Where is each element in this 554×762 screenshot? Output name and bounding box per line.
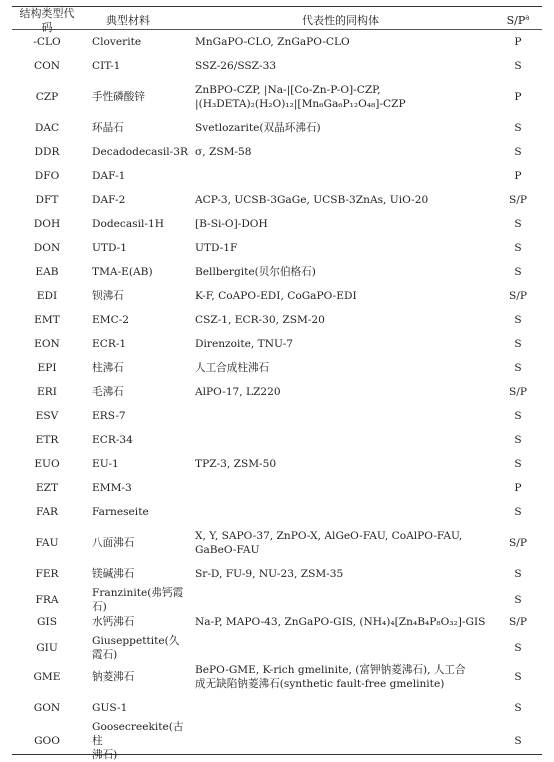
- table-row: [12, 452, 542, 476]
- table-row: [12, 476, 542, 500]
- table-row: [12, 260, 542, 284]
- cell-code: ERI: [37, 386, 57, 398]
- cell-sp: P: [514, 170, 522, 182]
- cell-sp: S: [514, 338, 522, 350]
- table-row: [12, 188, 542, 212]
- cell-isotypes: AlPO-17, LZ220: [195, 386, 281, 398]
- cell-isotypes: Svetlozarite(双晶环沸石): [195, 122, 321, 134]
- cell-code: EZT: [35, 482, 59, 494]
- cell-material: 钡沸石: [92, 290, 124, 302]
- cell-code: ESV: [35, 410, 59, 422]
- table-row: [12, 356, 542, 380]
- cell-code: EON: [34, 338, 60, 350]
- cell-sp: S/P: [509, 616, 527, 628]
- data-table: [12, 6, 542, 761]
- cell-sp: S: [514, 594, 522, 606]
- cell-material: 柱沸石: [92, 362, 124, 374]
- table-row: [12, 404, 542, 428]
- cell-material: 毛沸石: [92, 386, 124, 398]
- table-row: [12, 284, 542, 308]
- cell-sp: S: [514, 735, 522, 747]
- cell-material: DAF-1: [92, 170, 126, 182]
- cell-isotypes: ZnBPO-CZP, |Na-|[Co-Zn-P-O]-CZP, |(H₃DETA)₂(H₂O)₁₂|[Mn₆Ga₆P₁₂O₄₈]-CZP: [195, 84, 406, 110]
- cell-isotypes: Bellbergite(贝尔伯格石): [195, 266, 316, 278]
- table-header: [12, 7, 542, 34]
- cell-sp: S/P: [509, 194, 527, 206]
- cell-code: FAU: [35, 537, 59, 549]
- cell-isotypes: TPZ-3, ZSM-50: [195, 458, 277, 470]
- cell-sp: S: [514, 242, 522, 254]
- table-row: [12, 720, 542, 761]
- cell-material: Farneseite: [92, 506, 149, 518]
- cell-code: CON: [33, 60, 61, 72]
- table-body: [12, 30, 542, 761]
- cell-material: EMC-2: [92, 314, 130, 326]
- cell-sp: P: [514, 482, 522, 494]
- cell-isotypes: 人工合成柱沸石: [195, 362, 270, 374]
- cell-code: GON: [33, 702, 61, 714]
- table-row: [12, 308, 542, 332]
- table-row: [12, 212, 542, 236]
- table-row: [12, 332, 542, 356]
- cell-isotypes: CSZ-1, ECR-30, ZSM-20: [195, 314, 325, 326]
- table-row: [12, 30, 542, 54]
- cell-isotypes: BePO-GME, K-rich gmelinite, (富钾钠菱沸石), 人工合 成无缺陷钠菱沸石(synthetic fault-free gmelinite): [195, 664, 466, 690]
- cell-code: GME: [33, 671, 61, 683]
- cell-sp: S: [514, 434, 522, 446]
- cell-sp: S/P: [509, 290, 527, 302]
- header-sp: $S/P^a$: [506, 13, 530, 27]
- cell-sp: S: [514, 506, 522, 518]
- table-row: [12, 380, 542, 404]
- cell-code: CZP: [35, 91, 59, 103]
- cell-sp: S: [514, 362, 522, 374]
- cell-code: DON: [33, 242, 61, 254]
- cell-code: DFT: [35, 194, 59, 206]
- cell-sp: S: [514, 266, 522, 278]
- cell-material: CIT-1: [92, 60, 121, 72]
- table-row: [12, 634, 542, 661]
- cell-sp: S: [514, 122, 522, 134]
- table-row: [12, 116, 542, 140]
- cell-code: EMT: [34, 314, 60, 326]
- cell-sp: S/P: [509, 537, 527, 549]
- table-row: [12, 658, 542, 696]
- cell-sp: P: [514, 91, 522, 103]
- table-row: [12, 428, 542, 452]
- cell-sp: S: [514, 60, 522, 72]
- table-row: [12, 586, 542, 613]
- cell-material: Franzinite(弗钙霞石): [92, 587, 184, 613]
- cell-material: Goosecreekite(古柱 沸石): [92, 721, 184, 761]
- cell-code: FRA: [35, 594, 59, 606]
- cell-sp: S: [514, 671, 522, 683]
- table-row: [12, 54, 542, 78]
- cell-isotypes: σ, ZSM-58: [195, 146, 252, 158]
- cell-sp: S: [514, 642, 522, 654]
- cell-sp: S: [514, 568, 522, 580]
- cell-sp: S/P: [509, 386, 527, 398]
- cell-material: 镁碱沸石: [92, 568, 135, 580]
- cell-code: DFO: [34, 170, 60, 182]
- cell-material: 水钙沸石: [92, 616, 135, 628]
- cell-material: EU-1: [92, 458, 119, 470]
- cell-isotypes: [B-Si-O]-DOH: [195, 218, 268, 230]
- cell-material: ECR-1: [92, 338, 127, 350]
- cell-isotypes: UTD-1F: [195, 242, 238, 254]
- cell-isotypes: ACP-3, UCSB-3GaGe, UCSB-3ZnAs, UiO-20: [195, 194, 429, 206]
- cell-material: 手性磷酸锌: [92, 91, 145, 103]
- table-row: [12, 140, 542, 164]
- cell-material: 环晶石: [92, 122, 124, 134]
- table-row: [12, 78, 542, 116]
- cell-sp: S: [514, 314, 522, 326]
- cell-sp: S: [514, 218, 522, 230]
- cell-code: DOH: [33, 218, 61, 230]
- table-row: [12, 164, 542, 188]
- cell-code: GIS: [37, 616, 57, 628]
- cell-sp: S: [514, 702, 522, 714]
- cell-code: -CLO: [33, 36, 61, 48]
- cell-isotypes: K-F, CoAPO-EDI, CoGaPO-EDI: [195, 290, 357, 302]
- cell-code: GIU: [36, 642, 58, 654]
- cell-material: GUS-1: [92, 702, 128, 714]
- header-material: 典型材料: [106, 14, 150, 27]
- cell-material: Decadodecasil-3R: [92, 146, 188, 158]
- table-row: [12, 562, 542, 586]
- header-isotypes: 代表性的同构体: [302, 14, 379, 27]
- cell-sp: S: [514, 146, 522, 158]
- table-row: [12, 524, 542, 562]
- cell-isotypes: Sr-D, FU-9, NU-23, ZSM-35: [195, 568, 344, 580]
- cell-isotypes: Direnzoite, TNU-7: [195, 338, 294, 350]
- cell-isotypes: X, Y, SAPO-37, ZnPO-X, AlGeO-FAU, CoAlPO-FAU, GaBeO-FAU: [195, 530, 463, 556]
- cell-material: DAF-2: [92, 194, 126, 206]
- cell-code: GOO: [34, 735, 60, 747]
- cell-sp: P: [514, 36, 522, 48]
- cell-material: 八面沸石: [92, 537, 135, 549]
- cell-isotypes: Na-P, MAPO-43, ZnGaPO-GIS, (NH₄)₄[Zn₄B₄P₈O₃₂]-GIS: [195, 616, 486, 628]
- table-row: [12, 500, 542, 524]
- table-row: [12, 236, 542, 260]
- cell-isotypes: MnGaPO-CLO, ZnGaPO-CLO: [195, 36, 350, 48]
- cell-material: ERS-7: [92, 410, 126, 422]
- cell-code: ETR: [35, 434, 59, 446]
- cell-material: 钠菱沸石: [92, 671, 135, 683]
- cell-material: EMM-3: [92, 482, 132, 494]
- cell-code: EDI: [36, 290, 58, 302]
- header-code: 结构类型代码: [19, 7, 75, 34]
- cell-code: EPI: [37, 362, 57, 374]
- cell-code: EUO: [34, 458, 60, 470]
- cell-sp: S: [514, 458, 522, 470]
- cell-code: DAC: [34, 122, 60, 134]
- cell-material: Cloverite: [92, 36, 142, 48]
- cell-code: FAR: [35, 506, 59, 518]
- cell-code: FER: [35, 568, 59, 580]
- cell-code: EAB: [35, 266, 59, 278]
- cell-material: Giuseppettite(久霞石): [92, 635, 180, 661]
- cell-code: DDR: [34, 146, 60, 158]
- cell-sp: S: [514, 410, 522, 422]
- cell-material: UTD-1: [92, 242, 128, 254]
- cell-material: ECR-34: [92, 434, 133, 446]
- table-row: [12, 696, 542, 720]
- cell-material: TMA-E(AB): [92, 266, 153, 278]
- cell-isotypes: SSZ-26/SSZ-33: [195, 60, 277, 72]
- cell-material: Dodecasil-1H: [92, 218, 164, 230]
